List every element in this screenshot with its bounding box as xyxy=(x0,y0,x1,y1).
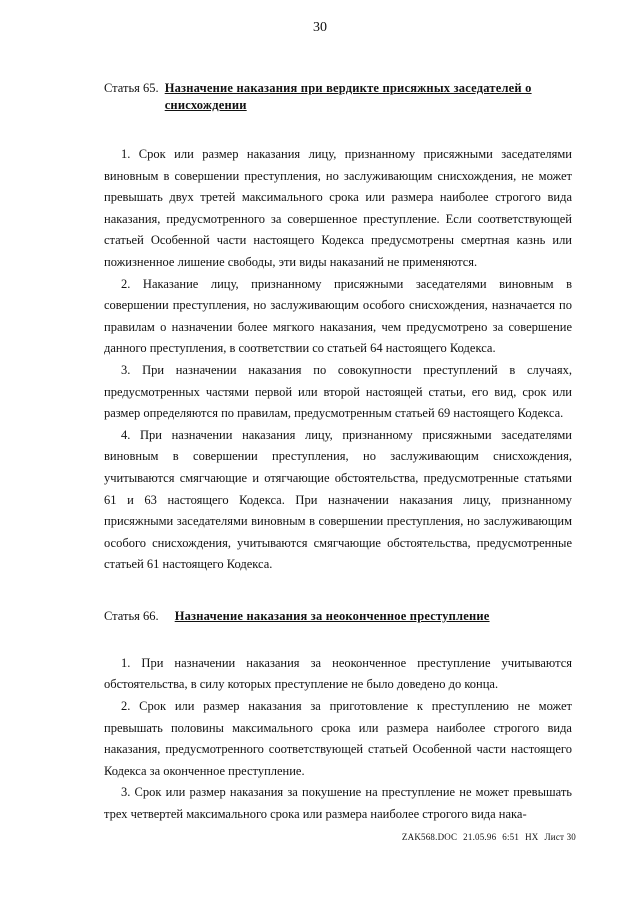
article-title: Назначение наказания за неоконченное преступление xyxy=(174,608,490,623)
footer-time: 6:51 xyxy=(502,832,520,842)
footer-sheet: Лист 30 xyxy=(544,832,576,842)
paragraph: 2. Срок или размер наказания за приготовление к преступлению не может превышать половины максимального срока или размера наиболее строгого вида наказания, предусмотренного соответствующей статьей Особенной части настоящего Кодекса за оконченное преступление. xyxy=(104,699,572,778)
article-label: Статья 66. xyxy=(104,608,159,623)
footer-initials: НХ xyxy=(525,832,539,842)
article-heading xyxy=(104,608,572,625)
paragraph: 1. При назначении наказания за неоконченное преступление учитываются обстоятельства, в силу которых преступление не было доведено до конца. xyxy=(104,655,572,692)
paragraph: 3. Срок или размер наказания за покушение на преступление не может превышать трех четвертей максимального срока или размера наиболее строгого вида нака- xyxy=(104,785,572,822)
page-number: 30 xyxy=(313,20,327,35)
article-title: Назначение наказания при вердикте присяжных заседателей о снисхождении xyxy=(164,81,532,112)
paragraph: 1. Срок или размер наказания лицу, признанному присяжными заседателями виновным в совершении преступления, но заслуживающим снисхождения, не может превышать двух третей максимального срока или размера наиболее строгого вида наказания, предусмотренного за совершенное преступление. Если соответствующей статьей Особенной части настоящего Кодекса предусмотрены смертная казнь или пожизненное лишение свободы, эти виды наказаний не применяются. xyxy=(104,147,572,269)
paragraph: 3. При назначении наказания по совокупности преступлений в случаях, предусмотренных частями первой или второй настоящей статьи, его вид, срок или размер определяются по правилам, предусмотренным статьей 69 настоящего Кодекса. xyxy=(104,362,572,421)
page-footer xyxy=(396,832,576,842)
article-65 xyxy=(104,80,572,576)
article-label: Статья 65. xyxy=(104,81,159,95)
paragraph: 4. При назначении наказания лицу, признанному присяжными заседателями виновным в совершении преступления, но заслуживающим снисхождения, учитываются смягчающие и отягчающие обстоятельства, предусмотренные статьями 61 и 63 настоящего Кодекса. При назначении наказания лицу, признанному присяжными заседателями виновным в совершении преступления, но заслуживающим особого снисхождения, учитываются смягчающие обстоятельства, предусмотренные статьей 61 настоящего Кодекса. xyxy=(104,427,572,572)
footer-date: 21.05.96 xyxy=(463,832,497,842)
article-heading xyxy=(104,80,572,114)
document-body xyxy=(104,80,572,826)
paragraph: 2. Наказание лицу, признанному присяжными заседателями виновным в совершении преступления, но заслуживающим особого снисхождения, назначается по правилам о назначении более мягкого наказания, чем предусмотрено за совершение данного преступления, в соответствии со статьей 64 настоящего Кодекса. xyxy=(104,276,572,356)
footer-file: ZAK568.DOC xyxy=(401,832,458,842)
article-66 xyxy=(104,608,572,826)
